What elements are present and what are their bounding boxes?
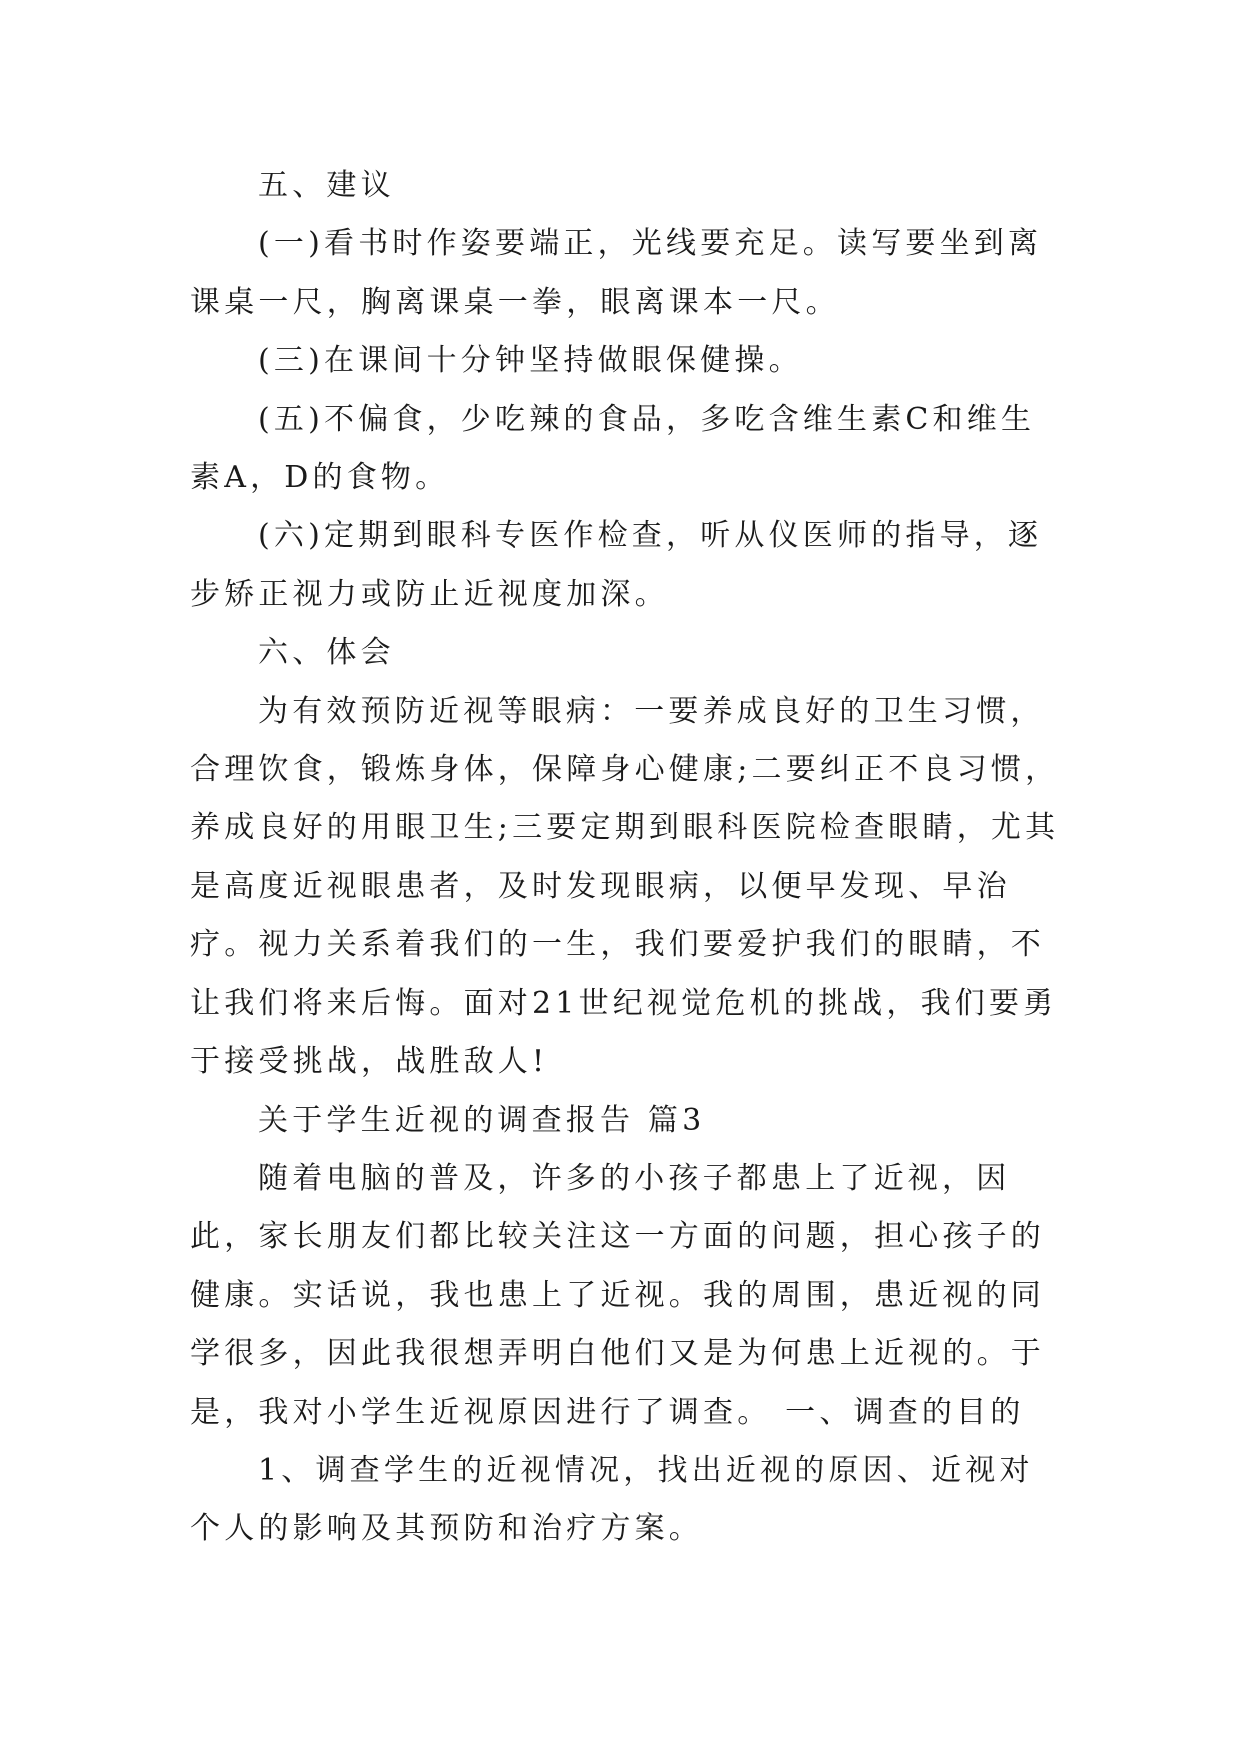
paragraph-suggestion-5: (五)不偏食，少吃辣的食品，多吃含维生素C和维生素A，D的食物。 [190, 401, 1036, 496]
paragraph-suggestion-1: (一)看书时作姿要端正，光线要充足。读写要坐到离课桌一尺，胸离课桌一拳，眼离课本一尺。 [190, 226, 1043, 320]
document-body [190, 157, 1060, 1559]
paragraph-suggestion-6: (六)定期到眼科专医作检查，听从仪医师的指导，逐步矫正视力或防止近视度加深。 [190, 518, 1043, 612]
section-heading-reflection: 六、体会 [258, 635, 395, 671]
paragraph-introduction: 随着电脑的普及，许多的小孩子都患上了近视，因此，家长朋友们都比较关注这一方面的问题，担心孩子的健康。实话说，我也患上了近视。我的周围，患近视的同学很多，因此我很想弄明白他们又是为何患上近视的。于是，我对小学生近视原因进行了调查。 一、调查的目的 [190, 1160, 1045, 1430]
report-title-part-3: 关于学生近视的调查报告 篇3 [258, 1102, 706, 1138]
section-heading-suggestions: 五、建议 [258, 168, 395, 203]
paragraph-survey-purpose-1: 1、调查学生的近视情况，找出近视的原因、近视对个人的影响及其预防和治疗方案。 [190, 1452, 1034, 1547]
paragraph-reflection: 为有效预防近视等眼病：一要养成良好的卫生习惯，合理饮食，锻炼身体，保障身心健康;二要纠正不良习惯，养成良好的用眼卫生;三要定期到眼科医院检查眼睛，尤其是高度近视眼患者，及时发现眼病，以便早发现、早治疗。视力关系着我们的一生，我们要爱护我们的眼睛，不让我们将来后悔。面对21世纪视觉危机的挑战，我们要勇于接受挑战，战胜敌人! [190, 693, 1060, 1080]
paragraph-suggestion-3: (三)在课间十分钟坚持做眼保健操。 [258, 343, 803, 379]
